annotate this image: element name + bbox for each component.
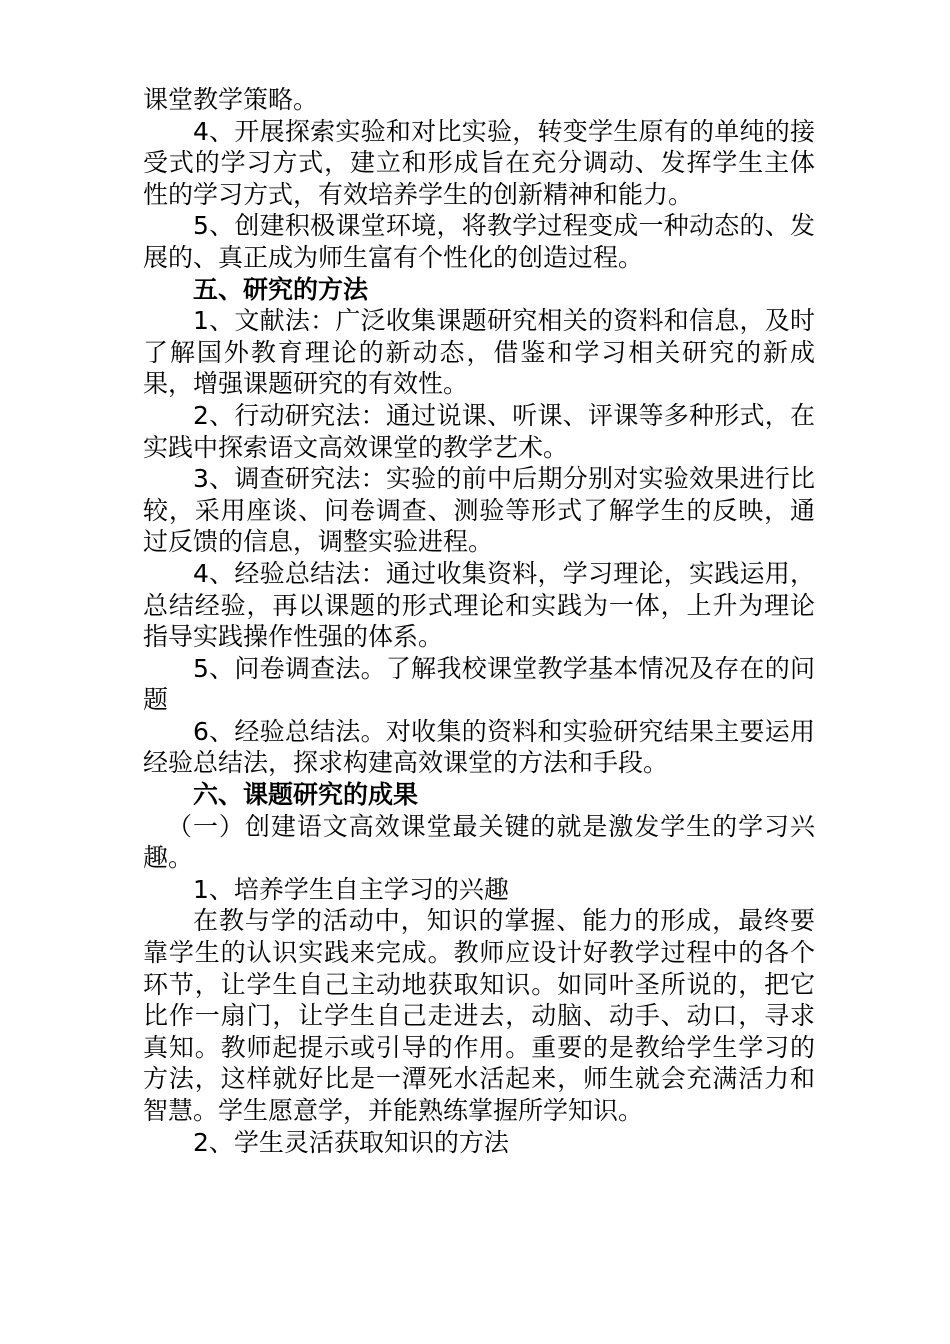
method-experience-summary: 4、经验总结法：通过收集资料，学习理论，实践运用，总结经验，再以课题的形式理论和实践为一体，上升为理论指导实践操作性强的体系。 [143,558,815,652]
method-action-research: 2、行动研究法：通过说课、听课、评课等多种形式，在实践中探索语文高效课堂的教学艺术。 [143,400,815,462]
result-item-2-title: 2、学生灵活获取知识的方法 [193,1127,509,1157]
section-heading-methods: 五、研究的方法 [193,274,369,304]
result-item-1-title: 1、培养学生自主学习的兴趣 [193,874,509,904]
paragraph-continuation: 课堂教学策略。 [143,85,319,114]
paragraph-item-4: 4、开展探索实验和对比实验，转变学生原有的单纯的接受式的学习方式，建立和形成旨在充分调动、发挥学生主体性的学习方式，有效培养学生的创新精神和能力。 [143,116,815,209]
result-item-1-body: 在教与学的活动中，知识的掌握、能力的形成，最终要靠学生的认识实践来完成。教师应设计好教学过程中的各个环节，让学生自己主动地获取知识。如同叶圣所说的，把它比作一扇门，让学生自己走进去，动脑、动手、动口，寻求真知。教师起提示或引导的作用。重要的是教给学生学习的方法，这样就好比是一潭死水活起来，师生就会充满活力和智慧。学生愿意学，并能熟练掌握所学知识。 [143,906,815,1125]
method-literature: 1、文献法：广泛收集课题研究相关的资料和信息，及时了解国外教育理论的新动态，借鉴和学习相关研究的新成果，增强课题研究的有效性。 [143,306,815,399]
method-questionnaire: 5、问卷调查法。了解我校课堂教学基本情况及存在的问题 [143,653,815,715]
paragraph-item-5: 5、创建积极课堂环境，将教学过程变成一种动态的、发展的、真正成为师生富有个性化的创造过程。 [143,211,815,272]
method-experience-summary-2: 6、经验总结法。对收集的资料和实验研究结果主要运用经验总结法，探求构建高效课堂的方法和手段。 [143,716,815,778]
method-survey-research: 3、调查研究法：实验的前中后期分别对实验效果进行比较，采用座谈、问卷调查、测验等形式了解学生的反映，通过反馈的信息，调整实验进程。 [143,464,815,557]
document-body [143,84,815,1158]
subsection-heading-1: （一）创建语文高效课堂最关键的就是激发学生的学习兴趣。 [143,811,815,873]
section-heading-results: 六、课题研究的成果 [193,780,419,810]
